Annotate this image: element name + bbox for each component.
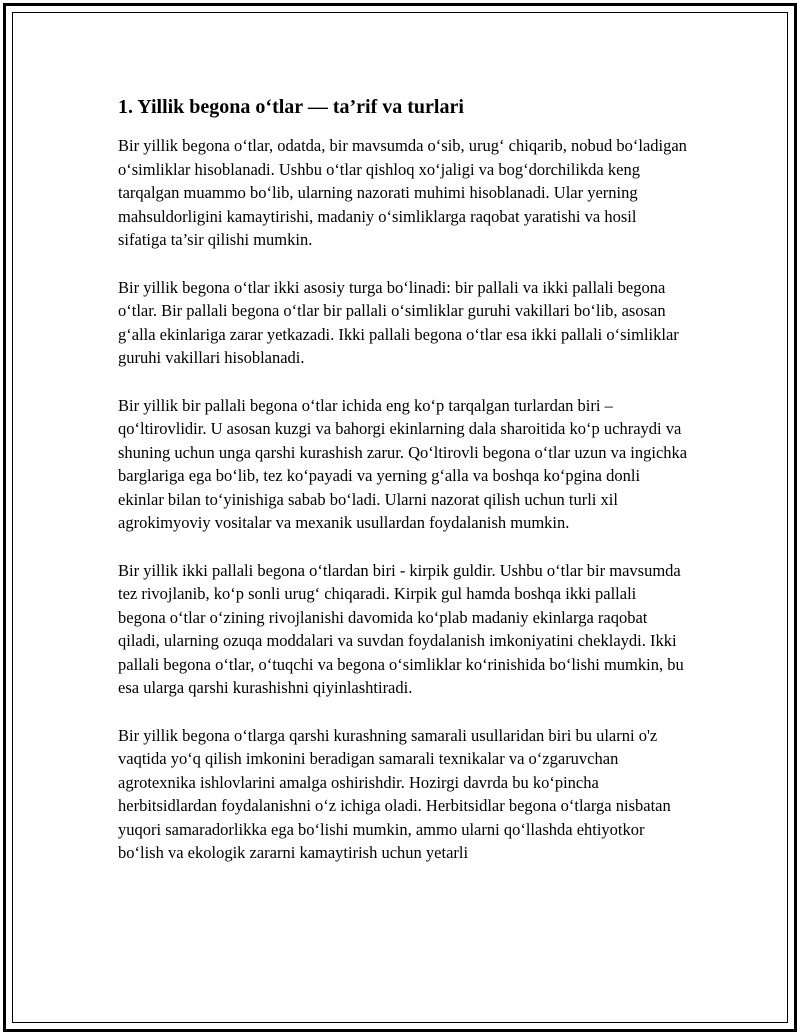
- paragraph-4: Bir yillik ikki pallali begona o‘tlardan biri - kirpik guldir. Ushbu o‘tlar bir mavsumda tez rivojlanib, ko‘p sonli urug‘ chiqaradi. Kirpik gul hamda boshqa ikki pallali begona o‘tlar o‘zining rivojlanishi davomida ko‘plab madaniy ekinlarga raqobat qiladi, ularning ozuqa moddalari va suvdan foydalanish imkoniyatini cheklaydi. Ikki pallali begona o‘tlar, o‘tuqchi va begona o‘simliklar ko‘rinishida bo‘lishi mumkin, bu esa ularga qarshi kurashishni qiyinlashtiradi.: [118, 560, 684, 697]
- paragraph-3: Bir yillik bir pallali begona o‘tlar ichida eng ko‘p tarqalgan turlardan biri – qo‘ltirovlidir. U asosan kuzgi va bahorgi ekinlarning dala sharoitida ko‘p uchraydi va shuning uchun unga qarshi kurashish zarur. Qo‘ltirovli begona o‘tlar uzun va ingichka barglariga ega bo‘lib, tez ko‘payadi va yerning g‘alla va boshqa ko‘pgina donli ekinlar bilan to‘yinishiga sabab bo‘ladi. Ularni nazorat qilish uchun turli xil agrokimyoviy vositalar va mexanik usullardan foydalanish mumkin.: [118, 395, 688, 532]
- paragraph-5: Bir yillik begona o‘tlarga qarshi kurashning samarali usullaridan biri bu ularni o'z vaqtida yo‘q qilish imkonini beradigan samarali texnikalar va o‘zgaruvchan agrotexnika ishlovlarini amalga oshirishdir. Hozirgi davrda bu ko‘pincha herbitsidlardan foydalanishni o‘z ichiga oladi. Herbitsidlar begona o‘tlarga nisbatan yuqori samaradorlikka ega bo‘lishi mumkin, ammo ularni qo‘llashda ehtiyotkor bo‘lish va ekologik zararni kamaytirish uchun yetarli: [118, 725, 671, 862]
- section-heading: 1. Yillik begona o‘tlar — ta’rif va turlari: [118, 96, 464, 118]
- paragraph-2: Bir yillik begona o‘tlar ikki asosiy turga bo‘linadi: bir pallali va ikki pallali begona o‘tlar. Bir pallali begona o‘tlar bir pallali o‘simliklar guruhi vakillari bo‘lib, asosan g‘alla ekinlariga zarar yetkazadi. Ikki pallali begona o‘tlar esa ikki pallali o‘simliklar guruhi vakillari hisoblanadi.: [118, 277, 679, 367]
- paragraph-1: Bir yillik begona o‘tlar, odatda, bir mavsumda o‘sib, urug‘ chiqarib, nobud bo‘ladigan o‘simliklar hisoblanadi. Ushbu o‘tlar qishloq xo‘jaligi va bog‘dorchilikda keng tarqalgan muammo bo‘lib, ularning nazorati muhimi hisoblanadi. Ular yerning mahsuldorligini kamaytirishi, madaniy o‘simliklarga raqobat yaratishi va hosil sifatiga ta’sir qilishi mumkin.: [118, 136, 687, 249]
- document-body: [118, 94, 688, 889]
